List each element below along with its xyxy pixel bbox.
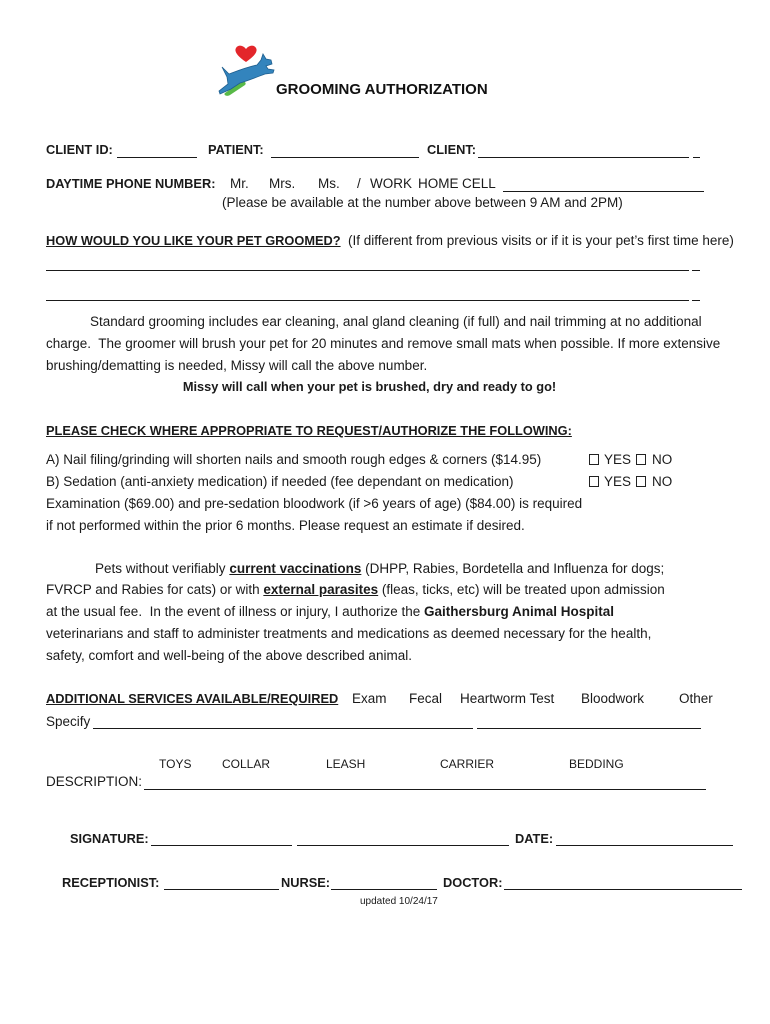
phone-type-home: HOME	[418, 176, 459, 191]
salutation-mr: Mr.	[230, 176, 249, 191]
signature-field-continued[interactable]	[297, 845, 509, 846]
grooming-hint: (If different from previous visits or if it is your pet’s first time here)	[348, 233, 734, 248]
policy-emphasis: current vaccinations	[229, 561, 362, 576]
belonging-carrier: CARRIER	[440, 757, 495, 771]
belonging-leash: LEASH	[326, 757, 366, 771]
specify-field[interactable]	[93, 728, 473, 729]
policy-line	[95, 561, 664, 577]
service-option-exam: Exam	[352, 691, 387, 706]
patient-field[interactable]	[271, 157, 419, 158]
service-option-bloodwork: Bloodwork	[581, 691, 645, 706]
description-field[interactable]	[144, 789, 706, 790]
policy-line: veterinarians and staff to administer treatments and medications as deemed necessary for the health,	[46, 626, 652, 641]
nail-filing-yes-label: YES	[604, 452, 632, 467]
date-field[interactable]	[556, 845, 733, 846]
standard-grooming-line: Standard grooming includes ear cleaning, anal gland cleaning (if full) and nail trimming at no additional	[90, 314, 702, 329]
policy-line: safety, comfort and well-being of the above described animal.	[46, 648, 412, 663]
policy-text: (fleas, ticks, etc) will be treated upon admission	[378, 582, 665, 597]
nail-filing-yes-checkbox[interactable]	[589, 454, 599, 465]
standard-grooming-line: brushing/dematting is needed, Missy will call the above number.	[46, 358, 428, 373]
service-option-other: Other	[679, 691, 713, 706]
receptionist-label: RECEPTIONIST:	[62, 875, 160, 890]
client-field[interactable]	[478, 157, 689, 158]
specify-field-continued[interactable]	[477, 728, 701, 729]
sedation-requirement-note: Examination ($69.00) and pre-sedation bloodwork (if >6 years of age) ($84.00) is required	[46, 496, 583, 511]
phone-type-cell: CELL	[462, 176, 496, 191]
heart-icon	[235, 46, 256, 62]
daytime-phone-label: DAYTIME PHONE NUMBER:	[46, 176, 216, 191]
receptionist-field[interactable]	[164, 889, 279, 890]
phone-availability-note: (Please be available at the number above between 9 AM and 2PM)	[222, 195, 623, 210]
grooming-instructions-line-2-tail	[692, 300, 700, 301]
nurse-field[interactable]	[331, 889, 437, 890]
policy-text: FVRCP and Rabies for cats) or with	[46, 582, 264, 597]
service-option-heartworm-test: Heartworm Test	[460, 691, 555, 706]
doctor-label: DOCTOR:	[443, 875, 503, 890]
client-field-tail	[693, 157, 700, 158]
sedation-no-label: NO	[652, 474, 673, 489]
updated-date: updated 10/24/17	[360, 896, 438, 907]
nurse-label: NURSE:	[281, 875, 331, 890]
form-title: GROOMING AUTHORIZATION	[276, 81, 488, 98]
phone-number-field[interactable]	[503, 191, 704, 192]
hospital-name: Gaithersburg Animal Hospital	[423, 604, 614, 619]
client-id-label: CLIENT ID:	[46, 142, 113, 157]
signature-field[interactable]	[151, 845, 292, 846]
nail-filing-no-checkbox[interactable]	[636, 454, 646, 465]
authorize-heading: PLEASE CHECK WHERE APPROPRIATE TO REQUEST/AUTHORIZE THE FOLLOWING:	[46, 423, 572, 438]
grooming-instructions-line-1[interactable]	[46, 270, 689, 271]
sedation-no-checkbox[interactable]	[636, 476, 646, 487]
sedation-requirement-note: if not performed within the prior 6 months. Please request an estimate if desired.	[46, 518, 525, 533]
clinic-logo	[213, 43, 277, 101]
belonging-toys: TOYS	[159, 757, 192, 771]
policy-line	[46, 582, 665, 598]
patient-label: PATIENT:	[208, 142, 264, 157]
nail-filing-item: A) Nail filing/grinding will shorten nails and smooth rough edges & corners ($14.95)	[46, 452, 542, 467]
policy-emphasis: external parasites	[263, 582, 379, 597]
standard-grooming-line: charge. The groomer will brush your pet for 20 minutes and remove small mats when possible. If more extensive	[46, 336, 721, 351]
phone-separator: /	[357, 176, 361, 191]
client-id-field[interactable]	[117, 157, 197, 158]
doctor-field[interactable]	[504, 889, 742, 890]
sedation-item: B) Sedation (anti-anxiety medication) if needed (fee dependant on medication)	[46, 474, 514, 489]
client-label: CLIENT:	[427, 142, 477, 157]
phone-type-work: WORK	[370, 176, 412, 191]
date-label: DATE:	[515, 831, 554, 846]
nail-filing-no-label: NO	[652, 452, 673, 467]
specify-label: Specify	[46, 714, 91, 729]
grooming-question: HOW WOULD YOU LIKE YOUR PET GROOMED?	[46, 233, 341, 248]
pickup-callout: Missy will call when your pet is brushed, dry and ready to go!	[182, 379, 557, 394]
salutation-mrs: Mrs.	[269, 176, 296, 191]
belonging-collar: COLLAR	[222, 757, 271, 771]
policy-text: (DHPP, Rabies, Bordetella and Influenza for dogs;	[361, 561, 665, 576]
salutation-ms: Ms.	[318, 176, 340, 191]
description-label: DESCRIPTION:	[46, 774, 143, 789]
service-option-fecal: Fecal	[409, 691, 443, 706]
additional-services-heading: ADDITIONAL SERVICES AVAILABLE/REQUIRED	[46, 691, 339, 706]
signature-label: SIGNATURE:	[70, 831, 149, 846]
policy-text: Pets without verifiably	[95, 561, 230, 576]
grooming-instructions-line-2[interactable]	[46, 300, 689, 301]
grooming-instructions-line-1-tail	[692, 270, 700, 271]
belonging-bedding: BEDDING	[569, 757, 624, 771]
policy-text: at the usual fee. In the event of illness or injury, I authorize the	[46, 604, 424, 619]
policy-line	[46, 604, 614, 620]
sedation-yes-checkbox[interactable]	[589, 476, 599, 487]
sedation-yes-label: YES	[604, 474, 632, 489]
